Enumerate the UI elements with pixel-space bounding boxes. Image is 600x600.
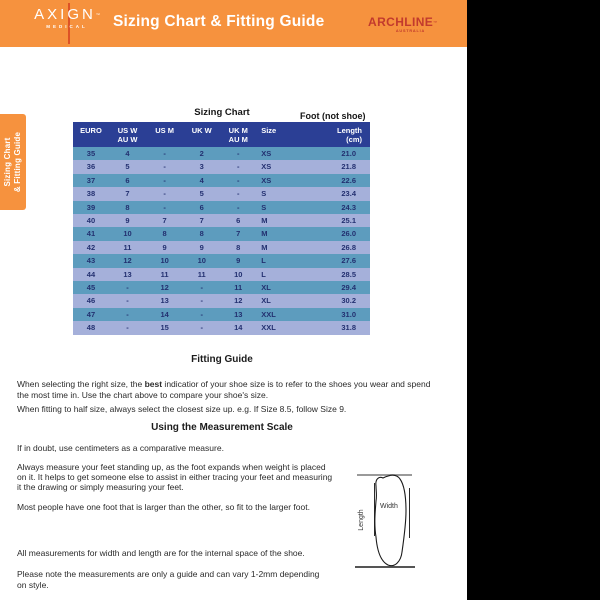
table-cell: 7	[162, 216, 167, 226]
table-row	[73, 281, 370, 294]
measurement-paragraph-3: Most people have one foot that is larger than the other, so fit to the larger foot.	[17, 502, 310, 512]
table-cell: 15	[160, 323, 169, 333]
foot-not-shoe-label: Foot (not shoe)	[300, 111, 366, 121]
table-cell: -	[200, 309, 203, 319]
table-cell: 10	[123, 229, 132, 239]
table-cell: 8	[199, 229, 204, 239]
table-row	[73, 147, 370, 160]
paragraph-line: on it. It helps to get someone else to assist in either tracing your feet and measuring	[17, 472, 333, 482]
table-cell: XS	[261, 175, 272, 185]
table-cell: -	[126, 323, 129, 333]
table-cell: 9	[199, 242, 204, 252]
table-cell: -	[200, 296, 203, 306]
side-tab-label	[0, 114, 26, 210]
table-cell: 13	[160, 296, 169, 306]
measurement-paragraph-1: If in doubt, use centimeters as a comparative measure.	[17, 443, 224, 453]
column-header: US W AU W	[109, 122, 146, 147]
table-cell: 30.2	[341, 296, 356, 306]
table-cell: -	[200, 323, 203, 333]
column-header: UK M AU M	[220, 122, 256, 147]
table-row	[73, 308, 370, 321]
table-body	[73, 147, 370, 335]
table-cell: 48	[86, 323, 96, 333]
table-cell: -	[126, 283, 129, 293]
table-cell: XL	[261, 283, 271, 293]
table-cell: 11	[123, 242, 132, 252]
archline-logo-subtitle: AUSTRALIA	[395, 29, 425, 33]
table-cell: XXL	[261, 323, 276, 333]
paragraph-line: Please note the measurements are only a guide and can vary 1-2mm depending	[17, 569, 320, 579]
measurement-heading: Using the Measurement Scale	[151, 422, 293, 433]
table-cell: -	[237, 175, 240, 185]
table-cell: 40	[86, 216, 96, 226]
table-cell: -	[126, 296, 129, 306]
side-tab-line2: & Fitting Guide	[13, 131, 22, 193]
table-cell: M	[261, 229, 268, 239]
fitting-guide-paragraph-2: When fitting to half size, always select the closest size up. e.g. If Size 8.5, follow Size 9.	[17, 404, 347, 414]
table-cell: 21.8	[341, 162, 356, 172]
table-cell: 43	[86, 256, 96, 266]
table-cell: 6	[236, 216, 241, 226]
sizing-chart-title: Sizing Chart	[194, 107, 250, 118]
table-cell: 39	[86, 202, 96, 212]
table-header-row	[73, 122, 370, 147]
table-cell: 3	[199, 162, 204, 172]
table-header	[73, 122, 370, 147]
sizing-chart-table	[73, 122, 370, 335]
table-cell: 11	[197, 269, 206, 279]
table-cell: 9	[162, 242, 167, 252]
table-cell: 31.8	[341, 323, 356, 333]
table-cell: 5	[199, 189, 204, 199]
table-cell: 5	[125, 162, 130, 172]
table-cell: 11	[160, 269, 169, 279]
paragraph-line: Always measure your feet standing up, as the foot expands when weight is placed	[17, 462, 326, 472]
table-row	[73, 241, 370, 254]
table-cell: 2	[199, 149, 204, 158]
table-row	[73, 227, 370, 240]
table-row	[73, 268, 370, 281]
table-row	[73, 254, 370, 267]
trademark-symbol: ™	[433, 20, 438, 25]
table-cell: 12	[160, 283, 169, 293]
foot-measurement-diagram	[352, 467, 418, 571]
table-cell: 10	[234, 269, 243, 279]
table-row	[73, 321, 370, 334]
table-cell: 45	[86, 283, 96, 293]
table-cell: 9	[236, 256, 241, 266]
table-cell: 36	[86, 162, 96, 172]
table-cell: 28.5	[341, 269, 356, 279]
width-label: Width	[380, 503, 398, 510]
table-cell: XXL	[261, 309, 276, 319]
table-cell: 7	[236, 229, 241, 239]
table-cell: 10	[160, 256, 169, 266]
paragraph-line: it the drawing or simply measuring your feet.	[17, 482, 184, 492]
length-label: Length	[358, 509, 365, 531]
table-cell: XS	[261, 162, 272, 172]
table-cell: 7	[125, 189, 130, 199]
table-cell: M	[261, 216, 268, 226]
table-cell: S	[261, 189, 267, 199]
table-cell: 8	[162, 229, 167, 239]
table-cell: 14	[234, 323, 243, 333]
table-cell: 4	[125, 149, 130, 158]
table-row	[73, 160, 370, 173]
table-cell: 21.0	[341, 149, 356, 158]
table-cell: L	[261, 256, 266, 266]
table-cell: -	[163, 175, 166, 185]
table-cell: -	[237, 149, 240, 158]
axign-logo-subtitle: MEDICAL	[46, 24, 88, 29]
table-cell: 12	[234, 296, 243, 306]
archline-logo	[368, 15, 438, 33]
table-cell: 8	[125, 202, 130, 212]
table-cell: 9	[125, 216, 130, 226]
side-tab	[0, 114, 26, 210]
table-cell: 8	[236, 242, 241, 252]
table-cell: -	[237, 189, 240, 199]
table-cell: 23.4	[341, 189, 356, 199]
table-cell: 38	[86, 189, 96, 199]
table-cell: XL	[261, 296, 271, 306]
table-cell: L	[261, 269, 266, 279]
table-cell: -	[163, 162, 166, 172]
table-row	[73, 174, 370, 187]
table-cell: 13	[234, 309, 243, 319]
paragraph-line: the most time in. Use the chart above to compare your shoe's size.	[17, 389, 269, 400]
table-cell: -	[237, 162, 240, 172]
table-cell: 27.6	[341, 256, 356, 266]
trademark-symbol: ™	[95, 12, 100, 17]
table-cell: 26.0	[341, 229, 356, 239]
table-cell: 4	[199, 175, 204, 185]
table-row	[73, 187, 370, 200]
table-cell: 7	[199, 216, 204, 226]
table-row	[73, 214, 370, 227]
table-cell: 41	[86, 229, 96, 239]
table-cell: -	[237, 202, 240, 212]
table-cell: 12	[123, 256, 132, 266]
table-cell: 22.6	[341, 175, 356, 185]
table-cell: -	[163, 189, 166, 199]
table-cell: -	[126, 309, 129, 319]
page-title: Sizing Chart & Fitting Guide	[113, 13, 325, 30]
archline-logo-name: ARCHLINE™	[368, 15, 438, 29]
fitting-guide-paragraph-1	[17, 379, 457, 400]
table-cell: -	[200, 283, 203, 293]
table-cell: 6	[125, 175, 130, 185]
table-cell: 24.3	[341, 202, 356, 212]
table-cell: 10	[197, 256, 206, 266]
column-header: UK W	[183, 122, 220, 147]
table-cell: 26.8	[341, 242, 356, 252]
table-row	[73, 201, 370, 214]
table-cell: XS	[261, 149, 272, 158]
axign-logo-name: AXIGN™	[34, 6, 100, 23]
table-cell: -	[163, 149, 166, 158]
table-cell: M	[261, 242, 268, 252]
table-cell: 25.1	[341, 216, 356, 226]
measurement-paragraph-5	[17, 569, 457, 591]
table-cell: 37	[86, 175, 96, 185]
table-cell: -	[163, 202, 166, 212]
side-tab-line1: Sizing Chart	[3, 137, 12, 187]
table-cell: 29.4	[341, 283, 356, 293]
fitting-guide-heading: Fitting Guide	[191, 354, 253, 365]
column-header: US M	[146, 122, 183, 147]
table-cell: 31.0	[341, 309, 356, 319]
measurement-paragraph-4: All measurements for width and length are for the internal space of the shoe.	[17, 548, 305, 558]
table-cell: 46	[86, 296, 96, 306]
table-cell: 44	[86, 269, 96, 279]
table-cell: 13	[123, 269, 132, 279]
table-cell: S	[261, 202, 267, 212]
header-bar	[0, 0, 467, 47]
table-cell: 14	[160, 309, 169, 319]
column-header: EURO	[73, 122, 109, 147]
table-cell: 6	[199, 202, 204, 212]
paragraph-line: on style.	[17, 580, 49, 590]
paragraph-line: When selecting the right size, the best indicatior of your shoe size is to refer to the shoes you wear and spend	[17, 379, 431, 389]
table-cell: 47	[86, 309, 96, 319]
table-cell: 42	[86, 242, 96, 252]
table-cell: 11	[234, 283, 243, 293]
column-header: Length (cm)	[310, 122, 370, 147]
column-header: Size	[256, 122, 310, 147]
table-row	[73, 294, 370, 307]
table-cell: 35	[86, 149, 96, 158]
axign-logo	[30, 6, 104, 29]
